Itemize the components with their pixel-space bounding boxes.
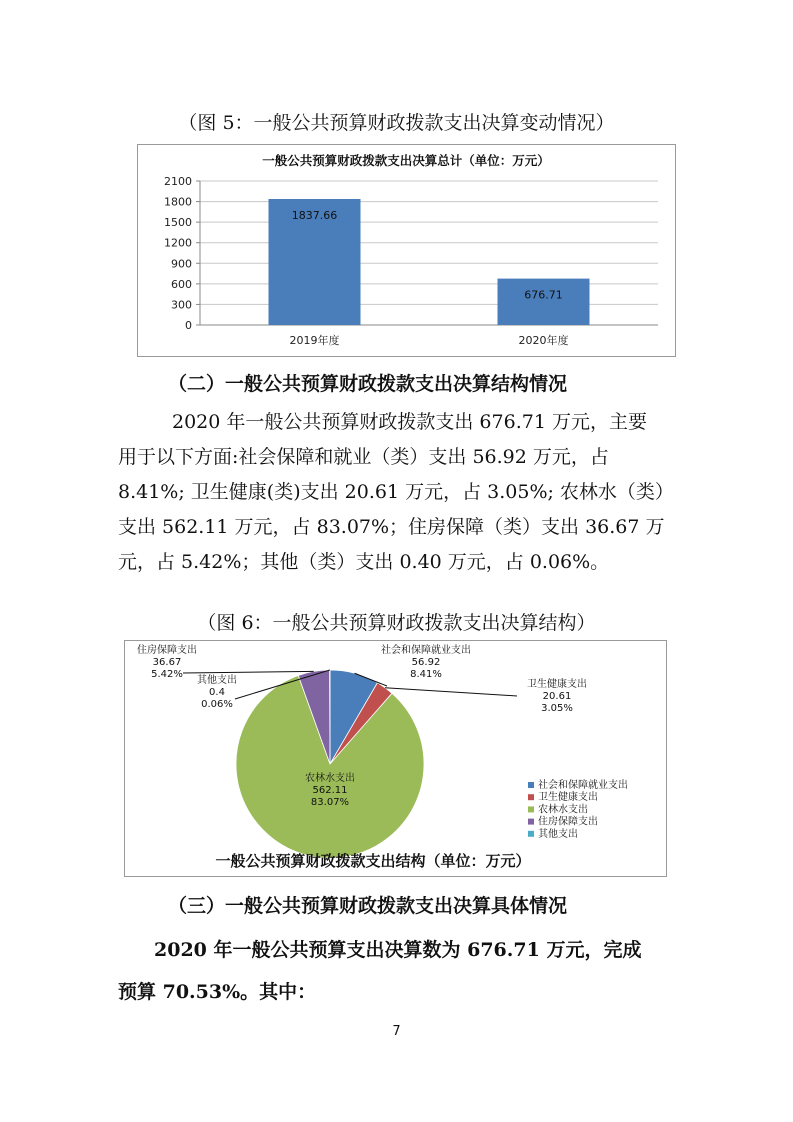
section3-line: 2020 年一般公共预算支出决算数为 676.71 万元，完成 — [154, 939, 642, 961]
pie-slice-percent-label: 5.42% — [151, 669, 183, 680]
x-category-label: 2020年度 — [518, 334, 569, 347]
section2-paragraph — [118, 405, 678, 580]
legend-swatch — [528, 806, 534, 812]
section3-heading: （三）一般公共预算财政拨款支出决算具体情况 — [168, 895, 568, 917]
legend-label: 农林水支出 — [538, 804, 588, 816]
x-category-label: 2019年度 — [289, 334, 340, 347]
section2-heading: （二）一般公共预算财政拨款支出决算结构情况 — [168, 373, 568, 395]
y-tick-label: 1800 — [164, 195, 192, 209]
pie-slice-name-label: 其他支出 — [197, 675, 237, 686]
figure6-caption: （图 6：一般公共预算财政拨款支出决算结构） — [197, 612, 596, 634]
legend-swatch — [528, 782, 534, 788]
figure5-caption: （图 5：一般公共预算财政拨款支出决算变动情况） — [178, 112, 615, 134]
y-tick-label: 300 — [171, 298, 192, 312]
legend-label: 其他支出 — [538, 828, 578, 840]
bar-chart-frame — [137, 144, 676, 357]
pie-slice-value-label: 20.61 — [542, 691, 572, 702]
y-tick-label: 1200 — [164, 236, 192, 250]
legend-swatch — [528, 819, 534, 825]
pie-leader-line — [183, 671, 314, 673]
bar-chart — [138, 145, 675, 356]
pie-slice-name-label: 社会和保障就业支出 — [381, 645, 471, 656]
legend-label: 住房保障支出 — [538, 816, 598, 828]
pie-slice-percent-label: 3.05% — [541, 703, 573, 714]
pie-chart-title: 一般公共预算财政拨款支出结构（单位：万元） — [215, 852, 531, 870]
pie-slice-name-label: 卫生健康支出 — [527, 679, 587, 690]
section2-line: 支出 562.11 万元，占 83.07%；住房保障（类）支出 36.67 万 — [118, 516, 665, 538]
pie-slice-percent-label: 83.07% — [310, 797, 350, 808]
pie-slice-percent-label: 0.06% — [201, 699, 233, 710]
bar-value-label: 676.71 — [524, 288, 563, 302]
pie-slice-name-label: 农林水支出 — [305, 773, 355, 784]
legend-swatch — [528, 794, 534, 800]
section2-line: 2020 年一般公共预算财政拨款支出 676.71 万元，主要 — [172, 411, 647, 433]
section3-line: 预算 70.53%。其中： — [118, 981, 317, 1003]
page-number: 7 — [392, 1024, 401, 1039]
pie-slice-name-label: 住房保障支出 — [137, 645, 197, 656]
pie-slice-value-label: 562.11 — [312, 785, 348, 796]
y-tick-label: 1500 — [164, 216, 192, 230]
pie-slice-value-label: 56.92 — [411, 657, 441, 668]
pie-slice-value-label: 0.4 — [209, 687, 225, 698]
section3-paragraph — [118, 929, 678, 1013]
legend-swatch — [528, 831, 534, 837]
pie-chart — [125, 641, 666, 876]
section2-line: 8.41%; 卫生健康(类)支出 20.61 万元，占 3.05%; 农林水（类） — [118, 481, 674, 503]
pie-slice-value-label: 36.67 — [152, 657, 182, 668]
y-tick-label: 0 — [185, 319, 192, 332]
section2-line: 元，占 5.42%；其他（类）支出 0.40 万元，占 0.06%。 — [118, 551, 610, 573]
pie-chart-frame — [124, 640, 667, 877]
bar-value-label: 1837.66 — [291, 208, 338, 222]
y-tick-label: 2100 — [164, 175, 192, 188]
section2-line: 用于以下方面:社会保障和就业（类）支出 56.92 万元，占 — [118, 446, 609, 468]
pie-leader-line — [385, 688, 517, 696]
legend-label: 社会和保障就业支出 — [538, 780, 628, 791]
bar-chart-title: 一般公共预算财政拨款支出决算总计（单位：万元） — [262, 153, 550, 168]
y-tick-label: 600 — [171, 277, 192, 291]
bar — [498, 279, 590, 325]
legend-label: 卫生健康支出 — [538, 792, 598, 804]
pie-slice-percent-label: 8.41% — [410, 669, 442, 680]
y-tick-label: 900 — [171, 257, 192, 271]
